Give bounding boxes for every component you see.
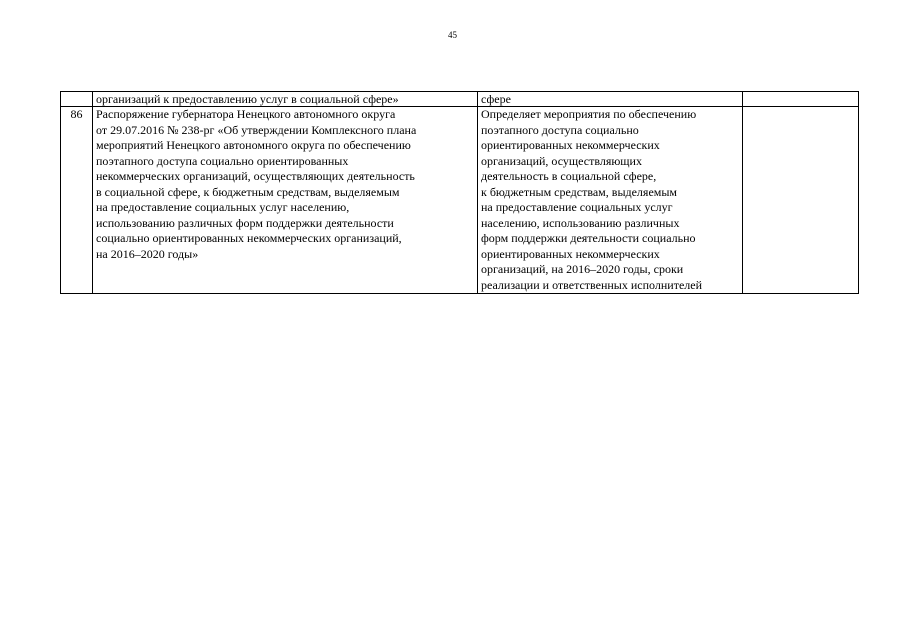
description-line: ориентированных некоммерческих xyxy=(481,138,660,152)
description-line: форм поддержки деятельности социально xyxy=(481,231,696,245)
description-line: на предоставление социальных услуг xyxy=(481,200,673,214)
legal-acts-table xyxy=(60,91,859,294)
row-number-cell xyxy=(61,92,93,107)
description-line: деятельность в социальной сфере, xyxy=(481,169,657,183)
document-line: в социальной сфере, к бюджетным средствам, выделяемым xyxy=(96,184,400,199)
document-line: мероприятий Ненецкого автономного округа по обеспечению xyxy=(96,138,411,152)
description-line: к бюджетным средствам, выделяемым xyxy=(481,184,678,199)
document-line: Распоряжение губернатора Ненецкого автономного округа xyxy=(96,107,396,121)
description-line: организаций, на 2016–2020 годы, сроки xyxy=(481,262,684,276)
description-line: организаций, осуществляющих xyxy=(481,153,642,168)
description-line: поэтапного доступа социально xyxy=(481,122,639,137)
page-number: 45 xyxy=(448,30,457,40)
document-line: некоммерческих организаций, осуществляющих деятельность xyxy=(96,169,415,183)
document-line: использованию различных форм поддержки деятельности xyxy=(96,215,394,230)
table-row-continuation xyxy=(61,92,859,107)
document-cell xyxy=(93,107,478,294)
document-line: на предоставление социальных услуг населению, xyxy=(96,200,350,214)
description-cell xyxy=(478,107,743,294)
description-line: ориентированных некоммерческих xyxy=(481,246,660,261)
description-line: населению, использованию различных xyxy=(481,215,680,230)
document-line: на 2016–2020 годы» xyxy=(96,246,199,261)
description-line: Определяет мероприятия по обеспечению xyxy=(481,107,697,121)
note-cell xyxy=(743,107,859,294)
row-number-cell: 86 xyxy=(61,107,93,294)
note-cell xyxy=(743,92,859,107)
document-cell: организаций к предоставлению услуг в социальной сфере» xyxy=(93,92,478,107)
description-line: реализации и ответственных исполнителей xyxy=(481,277,703,292)
document-line: социально ориентированных некоммерческих организаций, xyxy=(96,231,402,245)
description-cell: сфере xyxy=(478,92,743,107)
table-row-86 xyxy=(61,107,859,294)
document-line: от 29.07.2016 № 238-рг «Об утверждении Комплексного плана xyxy=(96,122,417,137)
document-line: поэтапного доступа социально ориентированных xyxy=(96,153,349,168)
